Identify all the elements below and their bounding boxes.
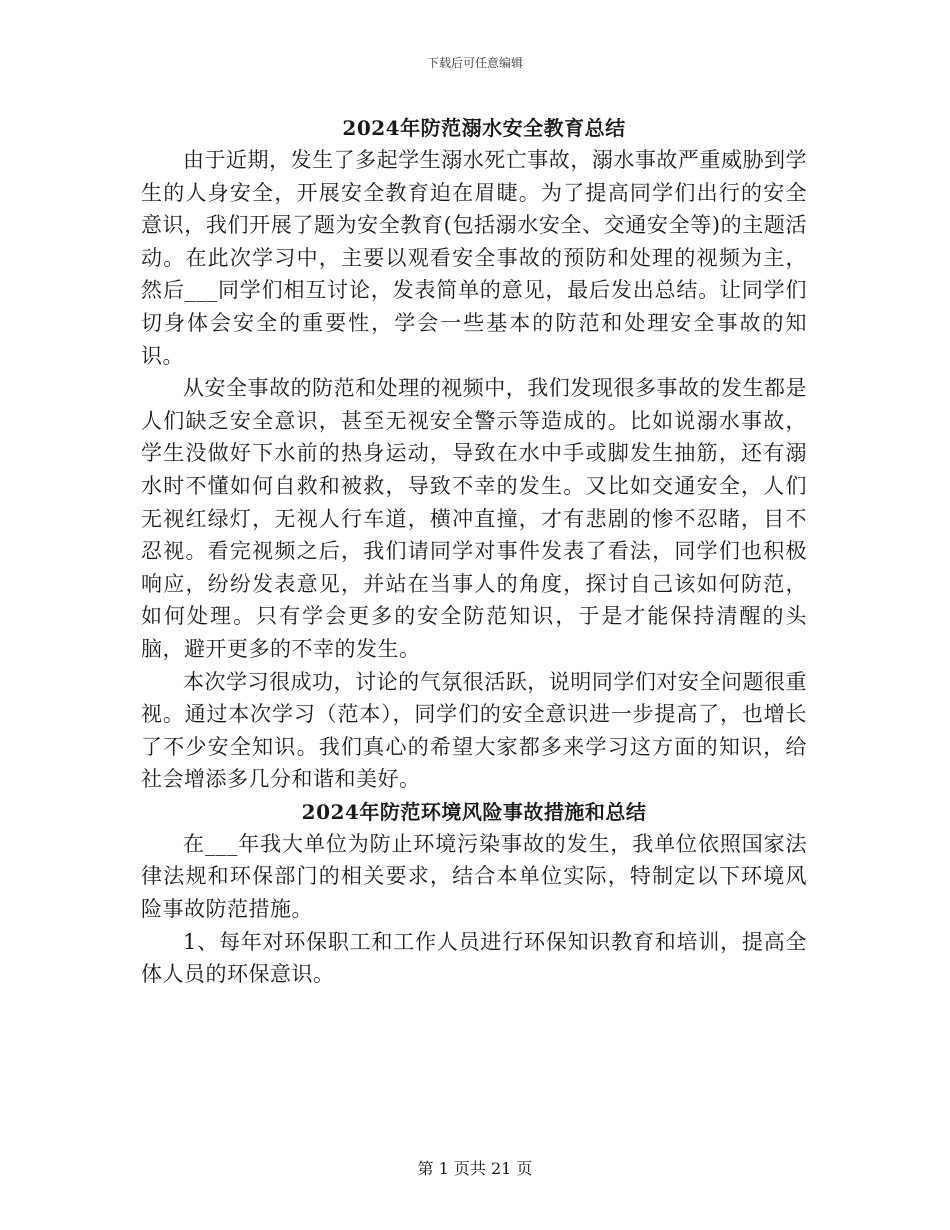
section-title: 2024年防范环境风险事故措施和总结: [301, 799, 647, 824]
paragraph: 从安全事故的防范和处理的视频中，我们发现很多事故的发生都是人们缺乏安全意识，甚至无视安全警示等造成的。比如说溺水事故，学生没做好下水前的热身运动，导致在水中手或脚发生抽筋，还有溺水时不懂如何自救和被救，导致不幸的发生。又比如交通安全，人们无视红绿灯，无视人行车道，横冲直撞，才有悲剧的惨不忍睹，目不忍视。看完视频之后，我们请同学对事件发表了看法，同学们也积极响应，纷纷发表意见，并站在当事人的角度，探讨自己该如何防范，如何处理。只有学会更多的安全防范知识，于是才能保持清醒的头脑，避开更多的不幸的发生。: [141, 376, 807, 661]
document-body: [141, 112, 807, 991]
paragraph: 本次学习很成功，讨论的气氛很活跃，说明同学们对安全问题很重视。通过本次学习（范本），同学们的安全意识进一步提高了，也增长了不少安全知识。我们真心的希望大家都多来学习这方面的知识，给社会增添多几分和谐和美好。: [141, 669, 807, 792]
header-note: 下载后可任意编辑: [426, 56, 523, 70]
section-title: 2024年防范溺水安全教育总结: [342, 116, 626, 140]
paragraph: 由于近期，发生了多起学生溺水死亡事故，溺水事故严重威胁到学生的人身安全，开展安全教育迫在眉睫。为了提高同学们出行的安全意识，我们开展了题为安全教育(包括溺水安全、交通安全等)的主题活动。在此次学习中，主要以观看安全事故的预防和处理的视频为主，然后___同学们相互讨论，发表简单的意见，最后发出总结。让同学们切身体会安全的重要性，学会一些基本的防范和处理安全事故的知识。: [141, 148, 807, 368]
paragraph: 在___年我大单位为防止环境污染事故的发生，我单位依照国家法律法规和环保部门的相关要求，结合本单位实际，特制定以下环境风险事故防范措施。: [141, 831, 807, 922]
paragraph: 1、每年对环保职工和工作人员进行环保知识教育和培训，提高全体人员的环保意识。: [141, 929, 807, 987]
page-indicator: 第 1 页共 21 页: [417, 1159, 533, 1178]
